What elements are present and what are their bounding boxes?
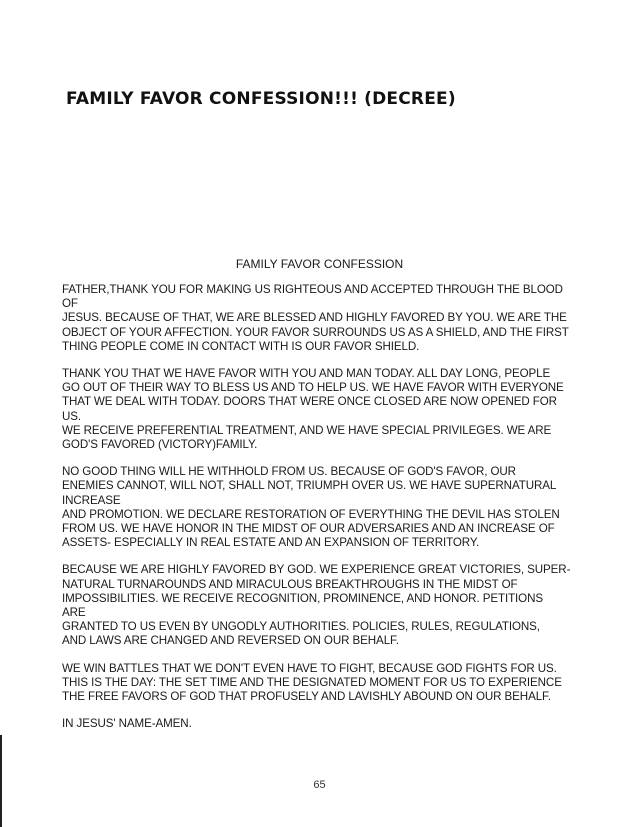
text-line: GOD'S FAVORED (VICTORY)FAMILY. (62, 438, 258, 452)
text-line: OBJECT OF YOUR AFFECTION. YOUR FAVOR SURROUNDS US AS A SHIELD, AND THE FIRST (62, 325, 569, 339)
scan-edge-mark (0, 735, 2, 827)
text-line: AND LAWS ARE CHANGED AND REVERSED ON OUR BEHALF. (62, 634, 399, 648)
text-line: OF (62, 297, 78, 311)
paragraph-4 (62, 563, 571, 648)
text-line: ARE (62, 606, 86, 620)
text-line: JESUS. BECAUSE OF THAT, WE ARE BLESSED AND HIGHLY FAVORED BY YOU. WE ARE THE (62, 311, 567, 325)
paragraph-3 (62, 465, 562, 550)
text-line: INCREASE (62, 493, 121, 507)
text-line: ENEMIES CANNOT, WILL NOT, SHALL NOT, TRIUMPH OVER US. WE HAVE SUPERNATURAL (62, 479, 557, 493)
text-line: THANK YOU THAT WE HAVE FAVOR WITH YOU AND MAN TODAY. ALL DAY LONG, PEOPLE (62, 367, 551, 381)
text-line: THING PEOPLE COME IN CONTACT WITH IS OUR FAVOR SHIELD. (62, 339, 420, 353)
text-line: THAT WE DEAL WITH TODAY. DOORS THAT WERE ONCE CLOSED ARE NOW OPENED FOR (62, 395, 557, 409)
page-title: FAMILY FAVOR CONFESSION!!! (DECREE) (66, 89, 456, 109)
text-line: WE RECEIVE PREFERENTIAL TREATMENT, AND WE HAVE SPECIAL PRIVILEGES. WE ARE (62, 423, 552, 437)
confession-body (62, 283, 571, 744)
text-line: NATURAL TURNAROUNDS AND MIRACULOUS BREAKTHROUGHS IN THE MIDST OF (62, 577, 518, 591)
section-subtitle: FAMILY FAVOR CONFESSION (235, 257, 404, 271)
text-line: ASSETS- ESPECIALLY IN REAL ESTATE AND AN EXPANSION OF TERRITORY. (62, 536, 480, 550)
text-line: IMPOSSIBILITIES. WE RECEIVE RECOGNITION, PROMINENCE, AND HONOR. PETITIONS (62, 591, 543, 605)
page-number: 65 (313, 779, 326, 791)
text-line: THE FREE FAVORS OF GOD THAT PROFUSELY AND LAVISHLY ABOUND ON OUR BEHALF. (62, 690, 551, 704)
paragraph-2 (62, 367, 562, 452)
text-line: AND PROMOTION. WE DECLARE RESTORATION OF EVERYTHING THE DEVIL HAS STOLEN (62, 507, 560, 521)
text-line: WE WIN BATTLES THAT WE DON'T EVEN HAVE TO FIGHT, BECAUSE GOD FIGHTS FOR US. (62, 661, 557, 675)
paragraph-1 (62, 283, 569, 354)
paragraph-6 (62, 717, 562, 731)
text-line: IN JESUS' NAME-AMEN. (62, 717, 192, 731)
text-line: THIS IS THE DAY: THE SET TIME AND THE DESIGNATED MOMENT FOR US TO EXPERIENCE (62, 675, 562, 689)
text-line: BECAUSE WE ARE HIGHLY FAVORED BY GOD. WE EXPERIENCE GREAT VICTORIES, SUPER- (62, 563, 571, 577)
text-line: FATHER,THANK YOU FOR MAKING US RIGHTEOUS AND ACCEPTED THROUGH THE BLOOD (62, 283, 563, 296)
text-line: GO OUT OF THEIR WAY TO BLESS US AND TO HELP US. WE HAVE FAVOR WITH EVERYONE (62, 381, 564, 395)
text-line: US. (62, 409, 82, 423)
text-line: FROM US. WE HAVE HONOR IN THE MIDST OF OUR ADVERSARIES AND AN INCREASE OF (62, 522, 555, 536)
text-line: NO GOOD THING WILL HE WITHHOLD FROM US. BECAUSE OF GOD'S FAVOR, OUR (62, 465, 516, 479)
paragraph-5 (62, 662, 562, 705)
text-line: GRANTED TO US EVEN BY UNGODLY AUTHORITIES. POLICIES, RULES, REGULATIONS, (62, 620, 540, 634)
